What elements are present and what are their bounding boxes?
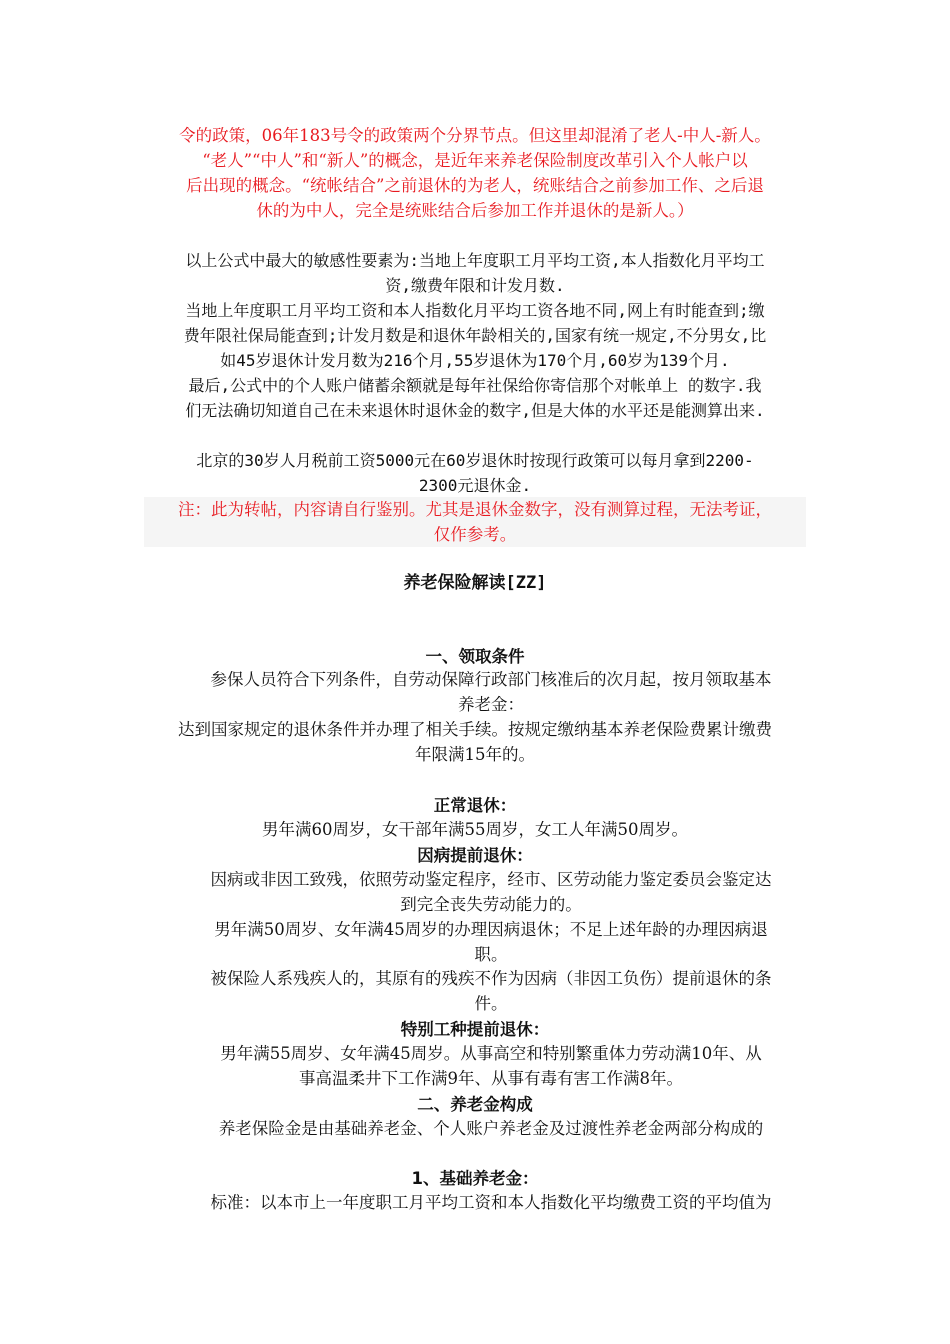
repost-note (144, 497, 806, 547)
text-line: 件。 (474, 994, 508, 1013)
text-line: 年限满15年的。 (415, 745, 535, 764)
text-line: 职。 (474, 945, 508, 964)
illness-paragraph-2 (144, 917, 806, 967)
text-line: 到完全丧失劳动能力的。 (400, 895, 582, 914)
red-paragraph (144, 123, 806, 223)
text-line: 被保险人系残疾人的，其原有的残疾不作为因病（非因工负伤）提前退休的条 (210, 969, 772, 988)
text-line: 注：此为转帖，内容请自行鉴别。尤其是退休金数字，没有测算过程，无法考证， (178, 500, 772, 519)
section-heading: 二、养老金构成 (417, 1095, 533, 1114)
text-line: 养老金： (458, 695, 524, 714)
section-heading: 一、领取条件 (425, 647, 525, 666)
intro-paragraph (144, 667, 806, 717)
subsection-heading: 特别工种提前退休： (400, 1020, 550, 1039)
subsection-heading: 1、基础养老金： (411, 1169, 539, 1188)
text-line: 最后,公式中的个人账户储蓄余额就是每年社保给你寄信那个对帐单上 的数字.我 (188, 376, 762, 395)
text-line: 男年满50周岁、女年满45周岁的办理因病退休；不足上述年龄的办理因病退 (214, 920, 768, 939)
composition-text: 养老保险金是由基础养老金、个人账户养老金及过渡性养老金两部分构成的 (218, 1119, 764, 1138)
text-line: 们无法确切知道自己在未来退休时退休金的数字,但是大体的水平还是能测算出来. (185, 401, 765, 420)
special-retirement-text (144, 1041, 806, 1091)
text-line: 仅作参考。 (433, 525, 517, 544)
illness-paragraph-1 (144, 867, 806, 917)
illness-paragraph-3 (144, 966, 806, 1016)
text-line: 北京的30岁人月税前工资5000元在60岁退休时按现行政策可以每月拿到2200- (196, 451, 754, 470)
text-line: 休的为中人，完全是统账结合后参加工作并退休的是新人。） (256, 201, 694, 220)
text-line: 资,缴费年限和计发月数. (385, 276, 565, 295)
text-line: “老人”“中人”和“新人”的概念，是近年来养老保险制度改革引入个人帐户以 (202, 151, 748, 170)
text-line: 以上公式中最大的敏感性要素为:当地上年度职工月平均工资,本人指数化月平均工 (185, 251, 765, 270)
text-line: 男年满55周岁、女年满45周岁。从事高空和特别繁重体力劳动满10年、从 (220, 1044, 762, 1063)
text-line: 如45岁退休计发月数为216个月,55岁退休为170个月,60岁为139个月. (220, 351, 730, 370)
normal-retirement-text: 男年满60周岁，女干部年满55周岁，女工人年满50周岁。 (262, 820, 688, 839)
analysis-paragraph-2 (144, 298, 806, 373)
subsection-heading: 正常退休： (433, 796, 517, 815)
text-line: 参保人员符合下列条件，自劳动保障行政部门核准后的次月起，按月领取基本 (210, 670, 772, 689)
text-line: 因病或非因工致残，依照劳动鉴定程序，经市、区劳动能力鉴定委员会鉴定达 (210, 870, 772, 889)
analysis-paragraph-3 (144, 373, 806, 423)
text-line: 当地上年度职工月平均工资和本人指数化月平均工资各地不同,网上有时能查到;缴 (185, 301, 765, 320)
document-title: 养老保险解读[ZZ] (403, 573, 547, 593)
text-line: 达到国家规定的退休条件并办理了相关手续。按规定缴纳基本养老保险费累计缴费 (178, 720, 772, 739)
analysis-paragraph-1 (144, 248, 806, 298)
condition-paragraph (144, 717, 806, 767)
text-line: 事高温柔井下工作满9年、从事有毒有害工作满8年。 (299, 1069, 683, 1088)
text-line: 2300元退休金. (418, 476, 532, 495)
text-line: 后出现的概念。“统帐结合”之前退休的为老人，统账结合之前参加工作、之后退 (186, 176, 764, 195)
basic-pension-text: 标准：以本市上一年度职工月平均工资和本人指数化平均缴费工资的平均值为 (210, 1193, 772, 1212)
text-line: 令的政策，06年183号令的政策两个分界节点。但这里却混淆了老人-中人-新人。 (179, 126, 771, 145)
text-line: 费年限社保局能查到;计发月数是和退休年龄相关的,国家有统一规定,不分男女,比 (183, 326, 767, 345)
analysis-paragraph-4 (144, 448, 806, 498)
subsection-heading: 因病提前退休： (417, 846, 533, 865)
